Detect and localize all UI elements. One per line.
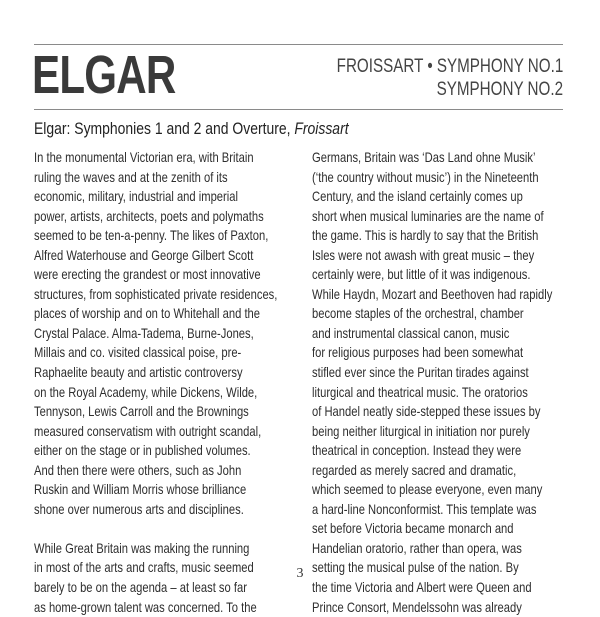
article-heading <box>34 119 349 139</box>
text-line: either on the stage or in published volumes. <box>34 442 251 459</box>
text-line: being neither liturgical in initiation nor purely <box>312 422 530 439</box>
text-line: were erecting the grandest or most innovative <box>34 266 261 283</box>
text-line: on the Royal Academy, while Dickens, Wilde, <box>34 383 258 400</box>
text-line: shone over numerous arts and disciplines. <box>34 500 244 517</box>
text-line: economic, military, industrial and imperial <box>34 188 238 205</box>
text-line: While Great Britain was making the running <box>34 539 250 556</box>
page-number: 3 <box>296 566 304 581</box>
text-line: which seemed to please everyone, even many <box>312 481 543 498</box>
text-line: regarded as merely sacred and dramatic, <box>312 461 517 478</box>
text-line: a hard-line Nonconformist. This template was <box>312 500 537 517</box>
text-line: for religious purposes had been somewhat <box>312 344 524 361</box>
text-line: short when musical luminaries are the name of <box>312 207 544 224</box>
text-line: Ruskin and William Morris whose brilliance <box>34 481 247 498</box>
text-line: theatrical in conception. Instead they were <box>312 442 522 459</box>
text-line: Tennyson, Lewis Carroll and the Brownings <box>34 403 249 420</box>
text-line: liturgical and theatrical music. The oratorios <box>312 383 528 400</box>
text-line: certainly were, but little of it was indigenous. <box>312 266 531 283</box>
text-line: Isles were not awash with great music – they <box>312 246 535 263</box>
text-line <box>34 519 277 539</box>
right-column <box>312 148 552 617</box>
text-line: the game. This is hardly to say that the British <box>312 227 539 244</box>
text-line: measured conservatism with outright scandal, <box>34 422 262 439</box>
text-line: stifled ever since the Puritan tirades against <box>312 364 529 381</box>
text-line: Crystal Palace. Alma-Tadema, Burne-Jones, <box>34 324 254 341</box>
text-line: Alfred Waterhouse and George Gilbert Scott <box>34 246 254 263</box>
text-line: Raphaelite beauty and artistic controversy <box>34 364 243 381</box>
text-line: While Haydn, Mozart and Beethoven had rapidly <box>312 285 553 302</box>
text-line: Prince Consort, Mendelssohn was already <box>312 598 522 615</box>
text-line: (‘the country without music’) in the Nineteenth <box>312 168 539 185</box>
works-line-1: FROISSART • SYMPHONY NO.1 <box>336 56 563 77</box>
text-line: In the monumental Victorian era, with Britain <box>34 149 254 165</box>
text-line: ruling the waves and at the zenith of its <box>34 168 228 185</box>
header-bottom-rule <box>34 109 563 110</box>
text-line: as home-grown talent was concerned. To the <box>34 598 257 615</box>
text-line: Century, and the island certainly comes up <box>312 188 523 205</box>
text-line: seemed to be ten-a-penny. The likes of Paxton, <box>34 227 269 244</box>
composer-title: ELGAR <box>32 45 176 105</box>
text-line: Handelian oratorio, rather than opera, was <box>312 539 522 556</box>
article-heading-italic: Froissart <box>294 119 349 138</box>
text-line: the time Victoria and Albert were Queen and <box>312 579 532 596</box>
text-line: become staples of the orchestral, chamber <box>312 305 524 322</box>
text-line: Millais and co. visited classical poise, pre- <box>34 344 242 361</box>
text-line: Germans, Britain was ‘Das Land ohne Musik’ <box>312 149 536 165</box>
text-line: setting the musical pulse of the nation. By <box>312 559 519 576</box>
text-line: and instrumental classical canon, music <box>312 324 510 341</box>
article-heading-main: Elgar: Symphonies 1 and 2 and Overture, <box>34 119 295 138</box>
text-line: structures, from sophisticated private residences, <box>34 285 278 302</box>
left-column <box>34 148 277 617</box>
text-line: And then there were others, such as John <box>34 461 242 478</box>
text-line: of Handel neatly side-stepped these issues by <box>312 403 541 420</box>
text-line: places of worship and on to Whitehall and the <box>34 305 261 322</box>
text-line: power, artists, architects, poets and polymaths <box>34 207 264 224</box>
text-line: barely to be on the agenda – at least so far <box>34 579 247 596</box>
text-line: in most of the arts and crafts, music seemed <box>34 559 254 576</box>
text-line: set before Victoria became monarch and <box>312 520 514 537</box>
works-line-2: SYMPHONY NO.2 <box>436 79 563 100</box>
